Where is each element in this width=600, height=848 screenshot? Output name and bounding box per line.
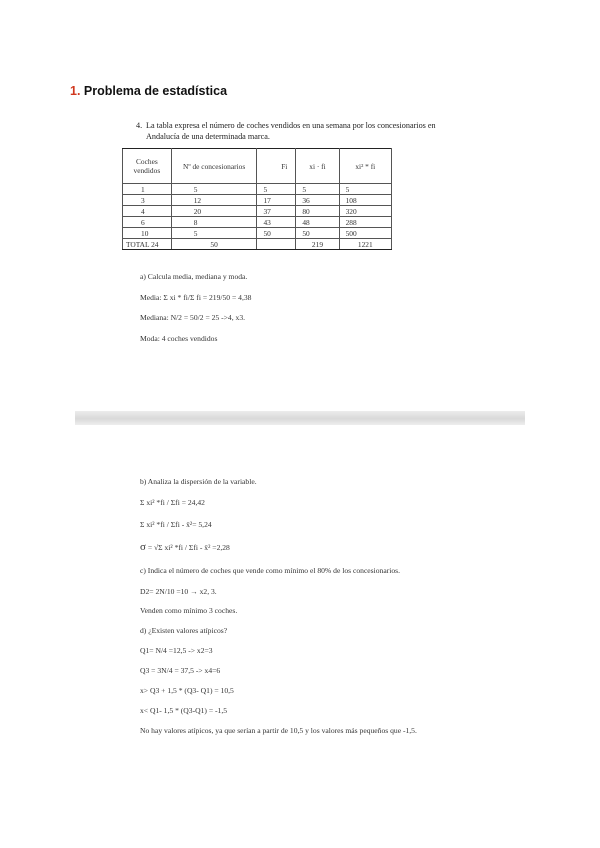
- cell: 50: [257, 228, 296, 239]
- cell: 288: [339, 217, 391, 228]
- part-c-line2: Venden como mínimo 3 coches.: [140, 606, 238, 615]
- cell: TOTAL 24: [123, 239, 172, 250]
- part-b-line2: Σ xi² *fi / Σfi - x̄²= 5,24: [140, 520, 212, 529]
- cell: 20: [171, 206, 257, 217]
- heading-title: Problema de estadística: [80, 84, 228, 98]
- part-d-lower: x< Q1- 1,5 * (Q3-Q1) = -1,5: [140, 706, 228, 715]
- part-c-question: c) Indica el número de coches que vende como mínimo el 80% de los concesionarios.: [140, 566, 401, 575]
- problem-statement: [136, 120, 456, 142]
- cell: 50: [171, 239, 257, 250]
- header-xi2-fi: xi² * fi: [339, 149, 391, 184]
- table-row: [123, 195, 392, 206]
- cell: 3: [123, 195, 172, 206]
- part-a-moda: Moda: 4 coches vendidos: [140, 334, 218, 343]
- part-d-conclusion: No hay valores atípicos, ya que serían a partir de 10,5 y los valores más pequeños que -1,5.: [140, 726, 417, 735]
- cell: 1: [123, 184, 172, 195]
- part-b-question: b) Analiza la dispersión de la variable.: [140, 477, 257, 486]
- part-a-question: a) Calcula media, mediana y moda.: [140, 272, 248, 281]
- part-b-line3: [140, 541, 230, 553]
- cell: 320: [339, 206, 391, 217]
- cell: 108: [339, 195, 391, 206]
- frequency-table: [122, 148, 392, 250]
- section-heading: [70, 84, 227, 98]
- header-concesionarios: Nº de concesionarios: [171, 149, 257, 184]
- part-a-media: Media: Σ xi * fi/Σ fi = 219/50 = 4,38: [140, 293, 252, 302]
- cell: 500: [339, 228, 391, 239]
- page-separator: [75, 411, 525, 425]
- header-xi-fi: xi · fi: [296, 149, 339, 184]
- table-row: [123, 184, 392, 195]
- part-d-q3: Q3 = 3N/4 = 37,5 -> x4=6: [140, 666, 221, 675]
- cell: [257, 239, 296, 250]
- cell: 50: [296, 228, 339, 239]
- cell: 4: [123, 206, 172, 217]
- header-coches: Coches vendidos: [123, 149, 172, 184]
- table-row: [123, 206, 392, 217]
- table-total-row: [123, 239, 392, 250]
- sigma-symbol: σ: [140, 541, 146, 553]
- cell: 37: [257, 206, 296, 217]
- cell: 1221: [339, 239, 391, 250]
- heading-number: 1.: [70, 84, 81, 98]
- part-a-mediana: Mediana: N/2 = 50/2 = 25 ->4, x3.: [140, 313, 246, 322]
- part-c-line1: D2= 2N/10 =10 → x2, 3.: [140, 587, 217, 596]
- cell: 17: [257, 195, 296, 206]
- cell: 80: [296, 206, 339, 217]
- cell: 12: [171, 195, 257, 206]
- table-row: [123, 228, 392, 239]
- cell: 10: [123, 228, 172, 239]
- part-b-line3-text: = √Σ xi² *fi / Σfi - x̄² =2,28: [145, 543, 230, 552]
- problem-number: 4.: [136, 121, 143, 130]
- table-header-row: [123, 149, 392, 184]
- cell: 5: [339, 184, 391, 195]
- cell: 36: [296, 195, 339, 206]
- cell: 43: [257, 217, 296, 228]
- cell: 5: [171, 184, 257, 195]
- cell: 5: [257, 184, 296, 195]
- cell: 48: [296, 217, 339, 228]
- cell: 5: [171, 228, 257, 239]
- cell: 219: [296, 239, 339, 250]
- cell: 8: [171, 217, 257, 228]
- problem-text-line1: La tabla expresa el número de coches vendidos en una semana por los concesionarios en: [146, 121, 436, 130]
- part-d-question: d) ¿Existen valores atípicos?: [140, 626, 228, 635]
- part-d-q1: Q1= N/4 =12,5 -> x2=3: [140, 646, 213, 655]
- table-row: [123, 217, 392, 228]
- part-b-line1: Σ xi² *fi / Σfi = 24,42: [140, 498, 205, 507]
- cell: 5: [296, 184, 339, 195]
- header-fi: Fi: [257, 149, 296, 184]
- cell: 6: [123, 217, 172, 228]
- problem-text-line2: Andalucía de una determinada marca.: [146, 132, 270, 141]
- part-d-upper: x> Q3 + 1,5 * (Q3- Q1) = 10,5: [140, 686, 234, 695]
